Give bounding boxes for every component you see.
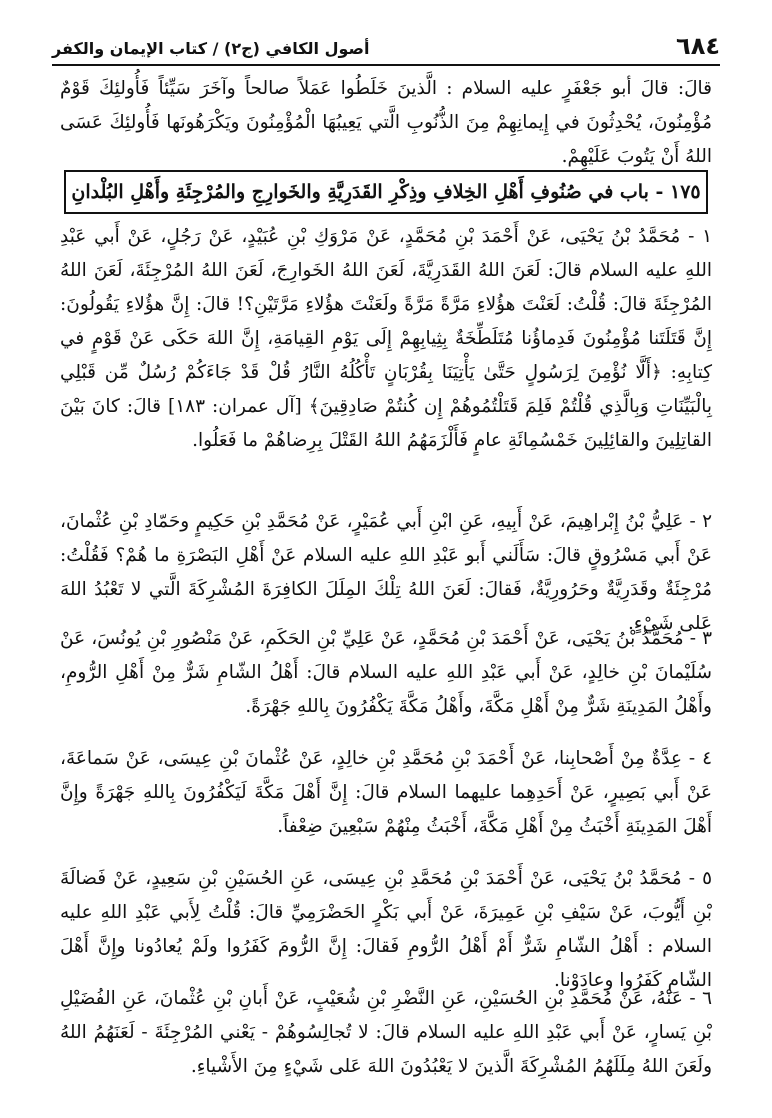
hadith-paragraph: ١ - مُحَمَّدُ بْنُ يَحْيَى، عَنْ أَحْمَدَ بْنِ مُحَمَّدٍ، عَنْ مَرْوَكِ بْنِ عُبَيْدٍ، عَنْ رَجُلٍ، عَنْ أَبي عَبْدِ اللهِ عليه السلام قالَ: لَعَنَ اللهُ القَدَرِيَّةَ، لَعَنَ اللهُ الخَوارِجَ، لَعَنَ اللهُ المُرْجِئَةَ، لَعَنَ اللهُ المُرْجِئَةَ قالَ: قُلْتُ: لَعَنْتَ هؤُلاءِ مَرَّةً مَرَّةً ولَعَنْتَ هؤُلاءِ مَرَّتَيْنِ؟! قالَ: إِنَّ هؤُلاءِ يَقُولُونَ: إِنَّ قَتَلَتَنا مُؤْمِنُونَ فَدِماؤُنا مُتَلَطِّخَةٌ بِثِيابِهِمْ إِلَى يَوْمِ القِيامَةِ، إِنَّ اللهَ حَكَى عَنْ قَوْمٍ في كِتابِهِ: ﴿أَلَّا نُؤْمِنَ لِرَسُولٍ حَتَّىٰ يَأْتِيَنَا بِقُرْبَانٍ تَأْكُلُهُ النَّارُ قُلْ قَدْ جَاءَكُمْ رُسُلٌ مِّن قَبْلِي بِالْبَيِّنَاتِ وَبِالَّذِي قُلْتُمْ فَلِمَ قَتَلْتُمُوهُمْ إِن كُنتُمْ صَادِقِينَ﴾ [آل عمران: ١٨٣] قالَ: كانَ بَيْنَ القاتِلِينَ والقائِلِينَ خَمْسُمِائَةِ عامٍ فَأَلْزَمَهُمُ اللهُ القَتْلَ بِرِضاهُمْ ما فَعَلُوا. (60, 226, 712, 451)
hadith-paragraph: ٤ - عِدَّةٌ مِنْ أَصْحابِنا، عَنْ أَحْمَدَ بْنِ مُحَمَّدِ بْنِ خالِدٍ، عَنْ عُثْمانَ بْنِ عِيسَى، عَنْ سَماعَةَ، عَنْ أَبي بَصِيرٍ، عَنْ أَحَدِهِما عليهما السلام قالَ: إِنَّ أَهْلَ مَكَّةَ لَيَكْفُرُونَ بِاللهِ جَهْرَةً وإِنَّ أَهْلَ المَدِينَةِ أَخْبَثُ مِنْ أَهْلِ مَكَّةَ، أَخْبَثُ مِنْهُمْ سَبْعِينَ ضِعْفاً. (60, 748, 712, 837)
hadith-paragraph: ٦ - عَنْهُ، عَنْ مُحَمَّدِ بْنِ الحُسَيْنِ، عَنِ النَّضْرِ بْنِ شُعَيْبٍ، عَنْ أَبانِ بْنِ عُثْمانَ، عَنِ الفُضَيْلِ بْنِ يَسارٍ، عَنْ أَبي عَبْدِ اللهِ عليه السلام قالَ: لا تُجالِسُوهُمْ - يَعْني المُرْجِئَةَ - لَعَنَهُمُ اللهُ ولَعَنَ اللهُ مِلَلَهُمُ المُشْرِكَةَ الَّذينَ لا يَعْبُدُونَ اللهَ عَلى شَيْءٍ مِنَ الأَشْياءِ. (60, 988, 712, 1077)
hadith-paragraph: ٢ - عَلِيُّ بْنُ إِبْراهِيمَ، عَنْ أَبِيهِ، عَنِ ابْنِ أَبي عُمَيْرٍ، عَنْ مُحَمَّدِ بْنِ حَكِيمٍ وحَمّادِ بْنِ عُثْمانَ، عَنْ أَبي مَسْرُوقٍ قالَ: سَأَلَني أَبو عَبْدِ اللهِ عليه السلام عَنْ أَهْلِ البَصْرَةِ ما هُمْ؟ فَقُلْتُ: مُرْجِئَةٌ وقَدَرِيَّةٌ وحَرُورِيَّةٌ، فَقالَ: لَعَنَ اللهُ تِلْكَ المِلَلَ الكافِرَةَ المُشْرِكَةَ الَّتي لا تَعْبُدُ اللهَ عَلى شَيْءٍ. (60, 511, 712, 634)
page-number: ٦٨٤ (676, 32, 720, 60)
hadith-paragraph: ٣ - مُحَمَّدُ بْنُ يَحْيَى، عَنْ أَحْمَدَ بْنِ مُحَمَّدٍ، عَنْ عَلِيِّ بْنِ الحَكَمِ، عَنْ مَنْصُورِ بْنِ يُونُسَ، عَنْ سُلَيْمانَ بْنِ خالِدٍ، عَنْ أَبي عَبْدِ اللهِ عليه السلام قالَ: أَهْلُ الشّامِ شَرٌّ مِنْ أَهْلِ الرُّومِ، وأَهْلُ المَدِينَةِ شَرٌّ مِنْ أَهْلِ مَكَّةَ، وأَهْلُ مَكَّةَ يَكْفُرُونَ بِاللهِ جَهْرَةً. (60, 628, 712, 717)
running-title: أصول الكافي (ج٢) / كتاب الإيمان والكفر (52, 39, 370, 58)
hadith-paragraph: ٥ - مُحَمَّدُ بْنُ يَحْيَى، عَنْ أَحْمَدَ بْنِ مُحَمَّدِ بْنِ عِيسَى، عَنِ الحُسَيْنِ بْنِ سَعِيدٍ، عَنْ فَضالَةَ بْنِ أَيُّوبَ، عَنْ سَيْفِ بْنِ عَمِيرَةَ، عَنْ أَبي بَكْرٍ الحَضْرَمِيِّ قالَ: قُلْتُ لِأَبي عَبْدِ اللهِ عليه السلام : أَهْلُ الشّامِ شَرٌّ أَمْ أَهْلُ الرُّومِ فَقالَ: إِنَّ الرُّومَ كَفَرُوا ولَمْ يُعادُونا وإِنَّ أَهْلَ الشّامِ كَفَرُوا وعادَوْنا. (60, 868, 712, 991)
intro-paragraph: قالَ: قالَ أبو جَعْفَرٍ عليه السلام : الَّذينَ خَلَطُوا عَمَلاً صالحاً وآخَرَ سَيِّئاً فَأُولئِكَ قَوْمٌ مُؤْمِنُونَ، يُحْدِثُونَ في إِيمانِهِمْ مِنَ الذُّنُوبِ الَّتي يَعِيبُهَا الْمُؤْمِنُونَ ويَكْرَهُونَها فَأُولئِكَ عَسَى اللهُ أَنْ يَتُوبَ عَلَيْهِمْ. (60, 78, 712, 167)
chapter-title: ١٧٥ - باب في صُنُوفِ أَهْلِ الخِلافِ وذِكْرِ القَدَرِيَّةِ والخَوارِجِ والمُرْجِئَةِ وأَهْلِ البُلْدانِ (64, 170, 708, 214)
page-header (52, 24, 720, 66)
